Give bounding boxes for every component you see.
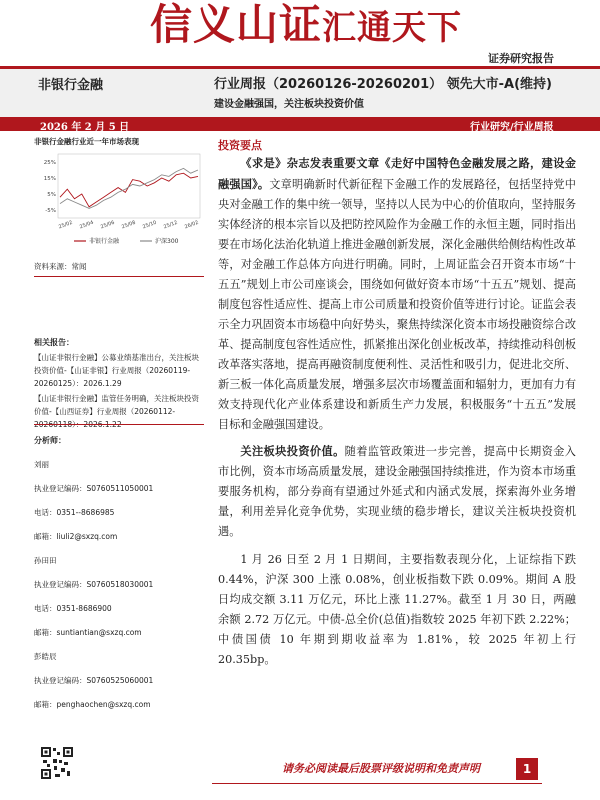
- analyst-email[interactable]: 邮箱：penghaochen@sxzq.com: [34, 700, 151, 709]
- brand-slogan: [150, 0, 462, 52]
- paragraph-2-body: 随着监管政策进一步完善，提高中长期资金入市比例，资本市场高质量发展，建设金融强国持续推进，作为资本市场重要服务机构，部分券商有望通过外延式和内涵式发展，探索海外业务增量，利用差异化竞争优势，实现业绩的稳步增长，建议关注板块投资机遇。: [218, 445, 577, 538]
- paragraph-2: [218, 441, 576, 542]
- main-body: [218, 153, 576, 670]
- analyst-email[interactable]: 邮箱：liuli2@sxzq.com: [34, 532, 118, 541]
- qr-code-icon: [40, 746, 74, 780]
- page-number: 1: [516, 758, 538, 780]
- analyst-license: 执业登记编码：S0760518030001: [34, 580, 154, 589]
- analyst-phone: 电话：0351--8686985: [34, 508, 115, 517]
- footer-divider: [212, 783, 542, 784]
- brand-slogan-part-1: 信义山证: [150, 0, 323, 49]
- x-tick-label: 25/08: [120, 219, 137, 231]
- x-tick-label: 26/02: [183, 219, 200, 231]
- left-divider: [34, 424, 204, 425]
- sector-label: 非银行金融: [38, 78, 104, 93]
- report-title: 行业周报（20260126-20260201） 领先大市-A(维持): [214, 77, 552, 92]
- paragraph-2-lead: 关注板块投资价值。: [240, 444, 345, 458]
- y-tick-label: 25%: [43, 160, 56, 166]
- report-subtitle: 建设金融强国，关注板块投资价值: [214, 99, 364, 110]
- x-tick-label: 25/12: [162, 219, 179, 231]
- brand-slogan-part-2: 汇通天下: [322, 8, 463, 48]
- y-tick-label: 5%: [47, 192, 56, 198]
- report-type: 证券研究报告: [488, 52, 554, 65]
- related-report-item[interactable]: 【山证非银行金融】监管任务明确，关注板块投资价值-【山西证券】行业周报（20260112-: [34, 394, 199, 416]
- y-tick-label: -5%: [45, 208, 56, 214]
- disclaimer-text: 请务必阅读最后股票评级说明和免责声明: [282, 762, 480, 775]
- analyst-section: [34, 434, 204, 722]
- analyst-name: 孙田田: [34, 556, 57, 565]
- legend-label: 非银行金融: [89, 238, 120, 245]
- chart-title: 非银行金融行业近一年市场表现: [34, 137, 139, 146]
- related-heading: 相关报告：: [34, 338, 74, 347]
- left-divider: [34, 276, 204, 277]
- paragraph-1-body: 文章明确新时代新征程下金融工作的发展路径，包括坚持党中央对金融工作的集中统一领导，坚持以人民为中心的价值取向，坚持服务实体经济的根本宗旨以及把防控风险作为金融工作的永恒主题，同时指出要在市场化法治化轨道上推进金融创新发展，深化金融供给侧结构性改革等，对金融工作总体方向进行明确。同时，上周证监会召开资本市场“十五五”规划上市公司座谈会，围绕如何做好资本市场“十五五”规划、提高制度包容性适应性、提高上市公司质量和投资价值等进行讨论。证监会表示全力巩固资本市场稳中向好势头，聚焦持续深化资本市场投融资综合改革、提高制度包容性适应性，抓紧推出深化创业板改革，持续推动科创板改革落实落地，提高再融资制度便利性、灵活性和吸引力，促进北交所、新三板一体化高质量发展，增强多层次市场覆盖面和辐射力，更加有力有效支持现代化产业体系建设和新质生产力发展，积极服务“十五五”发展目标和金融强国建设。: [218, 178, 577, 431]
- chart-source: 资料来源：常闻: [34, 262, 87, 271]
- analyst-heading: 分析师：: [34, 436, 66, 445]
- related-reports: [34, 336, 204, 433]
- report-date: 2026 年 2 月 5 日: [40, 122, 130, 133]
- analyst-email[interactable]: 邮箱：suntiantian@sxzq.com: [34, 628, 142, 637]
- x-tick-label: 25/10: [141, 219, 158, 231]
- analyst-name: 刘丽: [34, 460, 49, 469]
- analyst-license: 执业登记编码：S0760511050001: [34, 484, 154, 493]
- x-tick-label: 25/02: [57, 219, 74, 231]
- key-points-heading: 投资要点: [218, 139, 262, 152]
- related-report-item[interactable]: 【山证非银行金融】公募业绩基准出台，关注板块投资价值-【山证非银】行业周报（20260119-20260125）：2026.1.29: [34, 353, 199, 388]
- y-tick-label: 15%: [43, 176, 56, 182]
- analyst-name: 彭皓辰: [34, 652, 57, 661]
- paragraph-3: 1 月 26 日至 2 月 1 日期间，主要指数表现分化，上证综指下跌 0.44%，沪深 300 上涨 0.08%，创业板指数下跌 0.09%。期间 A 股日均成交额 3.11 万亿元，环比上涨 11.27%。截至 1 月 30 日，两融余额 2.72 万亿元。中债-总全价(总值)指数较 2025 年初下跌 2.22%；中债国债 10 年期到期收益率为 1.81%，较 2025 年初上行 20.35bp。: [218, 553, 576, 666]
- x-tick-label: 25/04: [78, 219, 95, 231]
- analyst-phone: 电话：0351-8686900: [34, 604, 112, 613]
- market-performance-chart: [34, 148, 204, 248]
- x-tick-label: 25/06: [99, 219, 116, 231]
- report-category: 行业研究/行业周报: [470, 122, 554, 133]
- paragraph-1-lead: 《求是》杂志发表重要文章《走好中国特色金融发展之路，建设金融强国》。: [218, 156, 576, 191]
- paragraph-1: [218, 153, 576, 435]
- analyst-license: 执业登记编码：S0760525060001: [34, 676, 154, 685]
- legend-label: 沪深300: [155, 238, 179, 245]
- series-line: [60, 173, 198, 207]
